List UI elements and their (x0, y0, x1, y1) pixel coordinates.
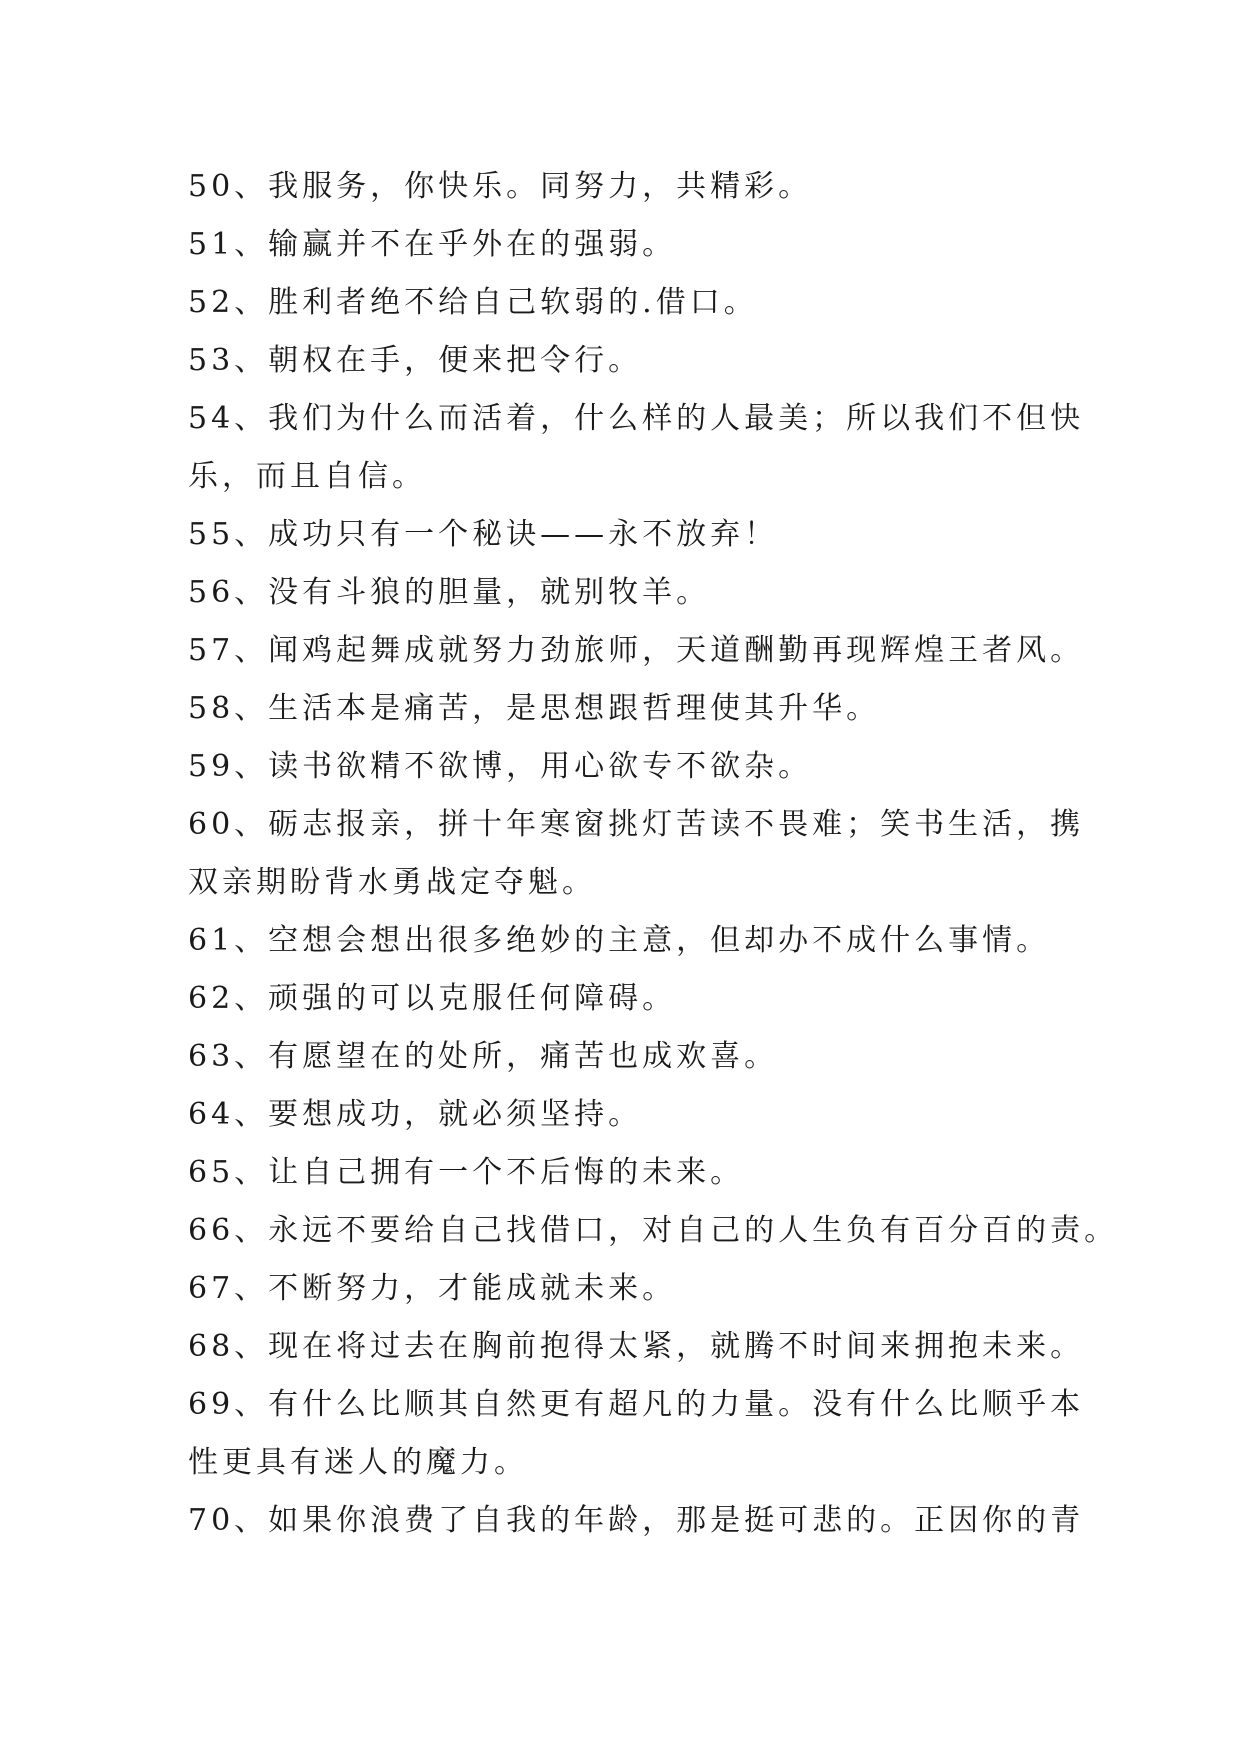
text-line: 60、砺志报亲，拼十年寒窗挑灯苦读不畏难；笑书生活，携 (188, 807, 1085, 842)
text-line: 62、顽强的可以克服任何障碍。 (188, 981, 677, 1016)
text-line: 66、永远不要给自己找借口，对自己的人生负有百分百的责。 (188, 1213, 1119, 1248)
text-line: 性更具有迷人的魔力。 (188, 1445, 528, 1480)
text-line: 65、让自己拥有一个不后悔的未来。 (188, 1155, 745, 1190)
text-line: 58、生活本是痛苦，是思想跟哲理使其升华。 (188, 691, 881, 726)
text-line: 70、如果你浪费了自我的年龄，那是挺可悲的。正因你的青 (188, 1503, 1085, 1538)
text-line: 乐，而且自信。 (188, 459, 426, 494)
text-line: 50、我服务，你快乐。同努力，共精彩。 (188, 169, 813, 204)
text-line: 59、读书欲精不欲博，用心欲专不欲杂。 (188, 749, 813, 784)
text-line: 51、输赢并不在乎外在的强弱。 (188, 227, 677, 262)
text-line: 双亲期盼背水勇战定夺魁。 (188, 865, 596, 900)
text-line: 52、胜利者绝不给自己软弱的.借口。 (188, 285, 758, 320)
text-line: 61、空想会想出很多绝妙的主意，但却办不成什么事情。 (188, 923, 1051, 958)
text-line: 56、没有斗狼的胆量，就别牧羊。 (188, 575, 711, 610)
text-line: 55、成功只有一个秘诀——永不放弃！ (188, 517, 779, 552)
text-line: 67、不断努力，才能成就未来。 (188, 1271, 677, 1306)
text-line: 68、现在将过去在胸前抱得太紧，就腾不时间来拥抱未来。 (188, 1329, 1085, 1364)
quote-list (188, 158, 1119, 1550)
text-line: 69、有什么比顺其自然更有超凡的力量。没有什么比顺乎本 (188, 1387, 1085, 1422)
text-line: 64、要想成功，就必须坚持。 (188, 1097, 643, 1132)
text-line: 54、我们为什么而活着，什么样的人最美；所以我们不但快 (188, 401, 1085, 436)
text-line: 53、朝权在手，便来把令行。 (188, 343, 643, 378)
text-line: 57、闻鸡起舞成就努力劲旅师，天道酬勤再现辉煌王者风。 (188, 633, 1085, 668)
text-line: 63、有愿望在的处所，痛苦也成欢喜。 (188, 1039, 779, 1074)
